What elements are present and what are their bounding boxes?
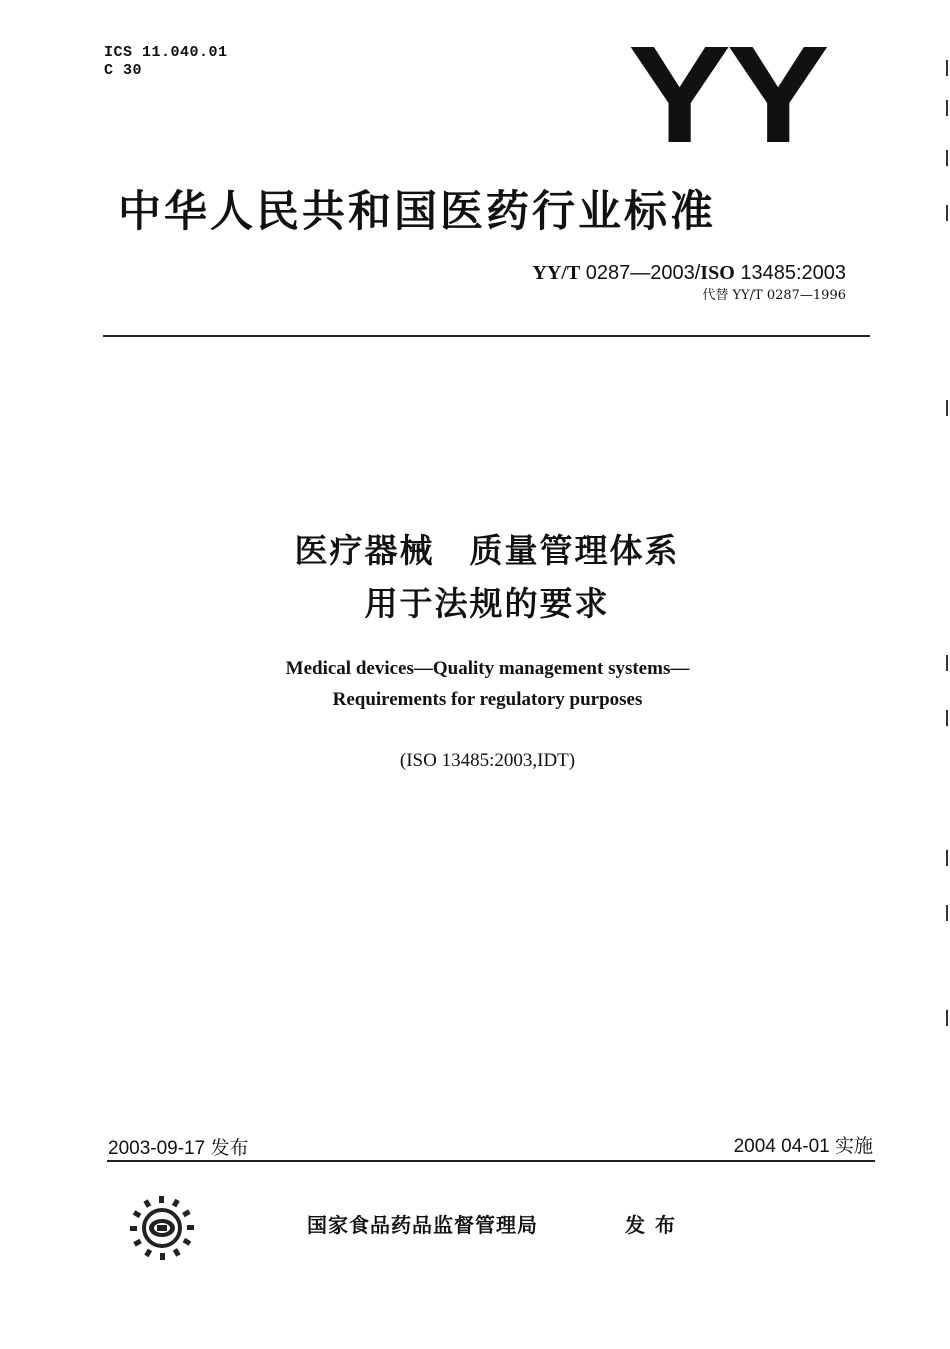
top-divider <box>103 335 870 337</box>
iso-number: 13485:2003 <box>734 262 846 284</box>
scan-edge-mark <box>946 150 948 166</box>
scan-edge-mark <box>946 905 948 921</box>
publisher-name: 国家食品药品监督管理局 <box>307 1213 538 1237</box>
scan-edge-mark <box>946 205 948 221</box>
standard-number-rest: 0287—2003/ <box>580 262 701 284</box>
scan-edge-mark <box>946 710 948 726</box>
replaces-note: 代替 YY/T 0287—1996 <box>702 288 846 303</box>
ics-code: ICS 11.040.01 <box>104 44 228 61</box>
classification-codes <box>104 44 228 80</box>
scan-edge-mark <box>946 655 948 671</box>
english-title-line2: Requirements for regulatory purposes <box>332 689 643 710</box>
standard-category-title: 中华人民共和国医药行业标准 <box>118 187 716 237</box>
chinese-title-line1: 医疗器械 质量管理体系 <box>294 531 680 570</box>
scan-edge-mark <box>946 60 948 76</box>
iso-prefix: ISO <box>700 262 735 284</box>
english-title-line1: Medical devices—Quality management systems— <box>285 658 690 679</box>
scan-edge-mark <box>946 850 948 866</box>
scan-edge-mark <box>946 1010 948 1026</box>
issue-date: 2003-09-17 发布 <box>108 1138 249 1159</box>
standard-prefix: YY/T <box>532 262 581 284</box>
equivalence-note: (ISO 13485:2003,IDT) <box>399 750 576 771</box>
ccs-code: C 30 <box>104 62 143 79</box>
standard-number <box>532 262 846 285</box>
publish-label: 发布 <box>625 1213 685 1237</box>
implementation-date: 2004 04-01 实施 <box>733 1136 873 1157</box>
publisher-emblem-icon <box>126 1192 198 1264</box>
scan-edge-mark <box>946 400 948 416</box>
bottom-divider <box>107 1160 875 1162</box>
yy-logo: YY <box>628 18 826 172</box>
scan-edge-mark <box>946 100 948 116</box>
chinese-title-line2: 用于法规的要求 <box>364 584 610 623</box>
